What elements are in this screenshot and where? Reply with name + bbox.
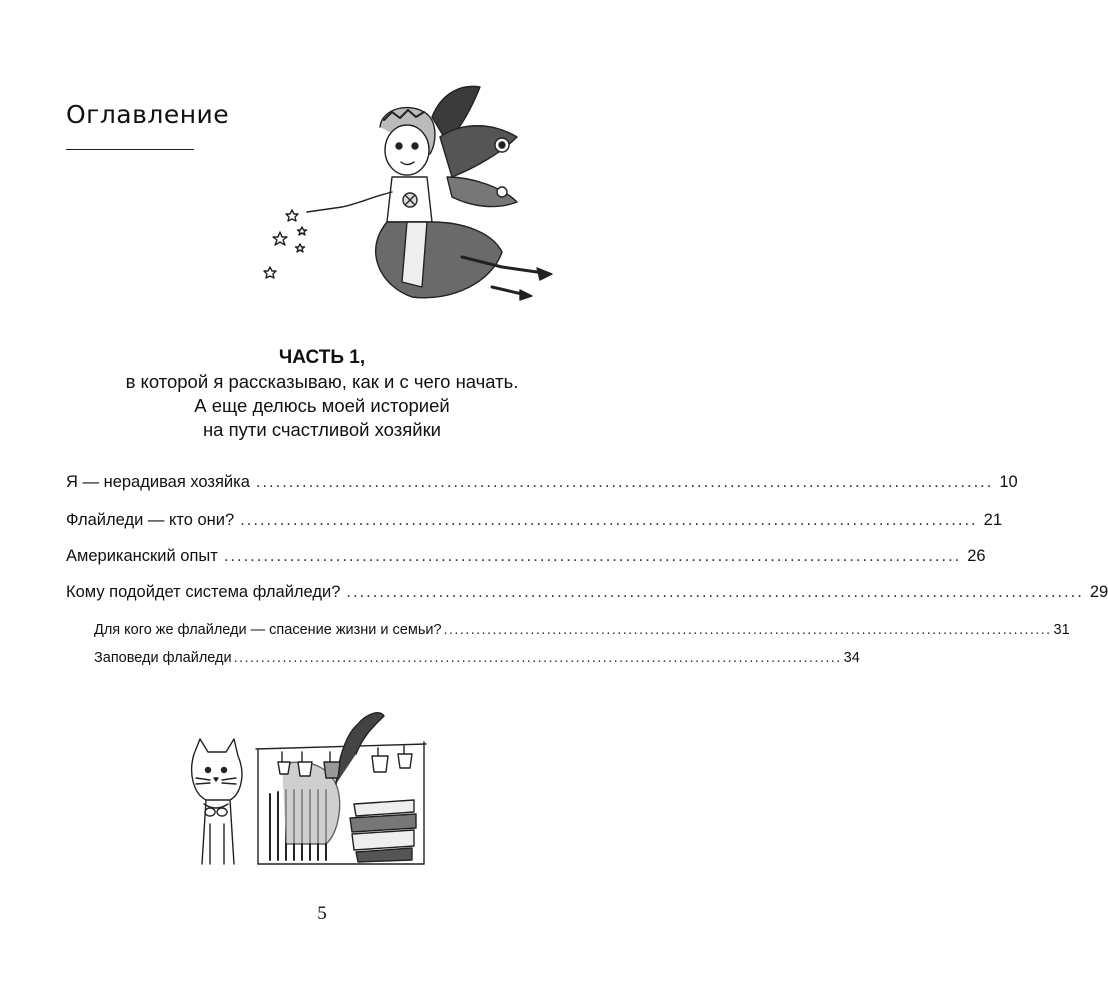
part-header (0, 346, 644, 442)
part-subtitle-line: на пути счастливой хозяйки (202, 419, 442, 440)
toc-entry-title: Флайледи — кто они? (66, 511, 235, 529)
heading-underline (66, 149, 194, 150)
toc-subentry[interactable] (94, 650, 860, 666)
part-subtitle-line: А еще делюсь моей историей (194, 395, 450, 416)
toc-entry-page: 26 (967, 547, 986, 565)
toc-leader-dots: ................................................................................................................ (223, 547, 962, 565)
toc-leader-dots: ................................................................................................................ (240, 511, 978, 529)
toc-subentry-title: Для кого же флайледи — спасение жизни и семьи? (94, 622, 442, 638)
cat-dish-rack-illustration (186, 704, 446, 872)
toc-entry-title: Кому подойдет система флайледи? (66, 583, 341, 601)
page-heading: Оглавление (66, 100, 230, 129)
toc-entry[interactable] (66, 547, 986, 566)
toc-entry[interactable] (66, 473, 1018, 492)
toc-entry[interactable] (66, 583, 1108, 602)
toc-leader-dots: ................................................................................................................ (255, 473, 994, 491)
toc-entry-page: 10 (999, 473, 1018, 491)
part-title: ЧАСТЬ 1, (278, 347, 366, 368)
toc-leader-dots: ................................................................................................................ (443, 622, 1052, 638)
toc-subentry[interactable] (94, 622, 1070, 638)
toc-entry[interactable] (66, 511, 1002, 530)
toc-subentry-page: 31 (1053, 622, 1070, 638)
toc-subentry-page: 34 (843, 650, 860, 666)
page-number: 5 (317, 903, 327, 924)
toc-leader-dots: ................................................................................................................ (346, 583, 1084, 601)
part-subtitle-line: в которой я рассказываю, как и с чего начать. (125, 371, 519, 392)
toc-subentry-title: Заповеди флайледи (94, 650, 232, 666)
toc-entry-title: Я — нерадивая хозяйка (66, 473, 250, 491)
toc-entry-page: 21 (983, 511, 1002, 529)
fairy-illustration (262, 82, 562, 312)
toc-leader-dots: ................................................................................................................ (233, 650, 842, 666)
toc-entry-page: 29 (1089, 583, 1108, 601)
toc-entry-title: Американский опыт (66, 547, 218, 565)
